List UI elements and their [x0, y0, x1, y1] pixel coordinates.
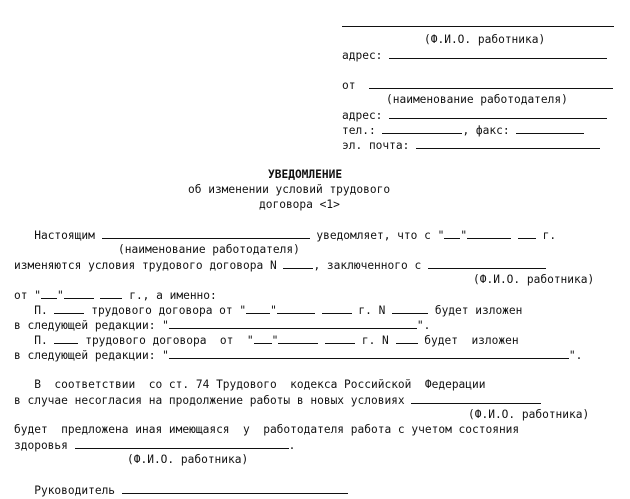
item1-text-c: " [270, 304, 277, 317]
item2-text-g: ". [568, 349, 583, 362]
sender-caption: (наименование работодателя) [386, 93, 568, 106]
signer-label: Руководитель [34, 484, 116, 497]
item-2-row [14, 332, 519, 348]
recipient-caption: (Ф.И.О. работника) [424, 33, 546, 46]
item2-text-f: в следующей редакции: " [14, 349, 169, 362]
sender-phone-row [342, 122, 584, 138]
item2-text-d: г. N [361, 334, 389, 347]
item1-text-b: трудового договора от " [91, 304, 247, 317]
recipient-address-row [342, 47, 607, 63]
item1-text-a: П. [34, 304, 48, 317]
p4-caption: (Ф.И.О. работника) [468, 408, 590, 421]
recipient-address-label: адрес: [342, 49, 383, 62]
p1-caption: (наименование работодателя) [118, 243, 300, 256]
item2-text-a: П. [34, 334, 48, 347]
p3-text-c: г., а именно: [129, 289, 217, 302]
document-title-line2: об изменении условий трудового [188, 183, 391, 196]
p4-text-a: В соответствии со ст. 74 Трудового кодекса Российской Федерации [34, 378, 486, 391]
p1-text-a: Настоящим [34, 229, 95, 242]
p1-text-c: " [460, 229, 468, 242]
signature-row [14, 482, 348, 498]
p3-text-a: от " [14, 289, 41, 302]
item-2-edition-row [14, 347, 582, 363]
paragraph-4-row-4 [14, 437, 295, 453]
paragraph-3-row [14, 287, 217, 303]
paragraph-2-row [14, 257, 546, 273]
item1-text-e: будет изложен [434, 304, 523, 317]
sender-from-label: от [342, 79, 356, 92]
paragraph-4-row-2 [14, 392, 541, 408]
paragraph-1-row [14, 227, 556, 243]
item-1-row [14, 302, 522, 318]
sender-address-label: адрес: [342, 109, 383, 122]
item1-text-d: г. N [358, 304, 386, 317]
recipient-name-line [342, 15, 614, 31]
item2-text-b: трудового договора от " [85, 334, 254, 347]
item1-text-f: в следующей редакции: " [14, 319, 169, 332]
p3-text-b: " [56, 289, 64, 302]
item1-text-g: ". [416, 319, 431, 332]
item-1-edition-row [14, 317, 430, 333]
p1-text-b: уведомляет, что с " [316, 229, 445, 242]
p4-text-e: . [288, 439, 296, 452]
item2-text-c: " [271, 334, 279, 347]
p4-caption-2: (Ф.И.О. работника) [127, 453, 249, 466]
p1-text-d: г. [542, 229, 557, 242]
paragraph-4-row-3 [14, 422, 519, 437]
p4-text-c: будет предложена иная имеющаяся у работодателя работа с учетом состояния [14, 423, 520, 436]
document-title: УВЕДОМЛЕНИЕ [268, 168, 343, 181]
sender-email-label: эл. почта: [342, 139, 410, 152]
p4-text-d: здоровья [14, 439, 68, 452]
sender-from-row [342, 77, 613, 93]
p4-text-b: в случае несогласия на продолжение работы в новых условиях [14, 394, 405, 407]
paragraph-4-row [14, 377, 486, 392]
sender-phone-label: тел.: [342, 124, 376, 137]
sender-fax-label: , факс: [462, 124, 510, 137]
item2-text-e: будет изложен [424, 334, 519, 347]
p2-text-b: , заключенного с [313, 259, 422, 272]
p2-caption: (Ф.И.О. работника) [473, 273, 595, 286]
document-title-line3: договора <1> [259, 198, 340, 211]
p2-text-a: изменяются условия трудового договора N [14, 259, 277, 272]
sender-email-row [342, 137, 600, 153]
sender-address-row [342, 107, 607, 123]
